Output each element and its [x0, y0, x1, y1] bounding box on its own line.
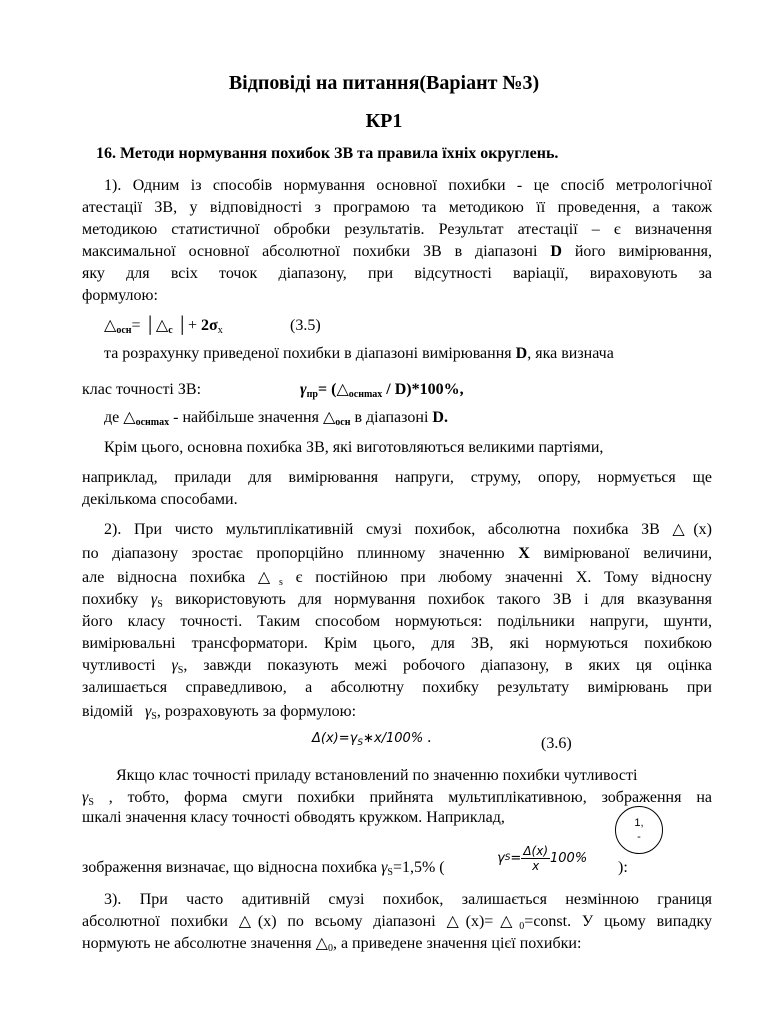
circle-top-text: 1, [634, 817, 644, 829]
s-subscript: s [278, 577, 283, 588]
p6-line-2-a: абсолютної похибки [82, 913, 228, 930]
s-subscript: S [151, 711, 157, 722]
p4-line-7-a: чутливості [82, 657, 156, 674]
p5-line-3: шкалі значення класу точності обводять кружком. Наприклад, [82, 809, 505, 826]
sigma-subscript: x [217, 325, 223, 336]
pr-subscript: пр [306, 389, 318, 400]
gamma-symbol: γ [150, 591, 158, 608]
s-subscript: S [88, 797, 94, 808]
p4-line-9 [82, 702, 712, 727]
delta-c-symbol: △ [155, 317, 169, 334]
max-subscript: max [150, 417, 170, 428]
p2-line-2 [82, 380, 712, 400]
formula-3-6-dot: . [423, 729, 432, 746]
gamma-formula [300, 380, 464, 405]
max-subscript: max [363, 389, 383, 400]
fraction [521, 844, 550, 873]
p6-line-2-b: △(x) по всьому діапазоні [238, 913, 436, 930]
delta-symbol: △ [315, 935, 328, 952]
p2-line-1-a: та розрахунку приведеної похибки в діапазоні вимірювання [104, 345, 512, 362]
p1-line-4 [82, 242, 712, 262]
p1-range-d: D [550, 243, 562, 260]
class-label: клас точності ЗВ: [82, 381, 202, 398]
osn-subscript: осн [348, 389, 364, 400]
zero-subscript: 0 [519, 921, 525, 932]
p1-line-5: яку для всіх точок діапазону, при відсутності варіації, вираховують за [82, 265, 712, 282]
osn-subscript: осн [135, 417, 151, 428]
p5-line-1: Якщо клас точності приладу встановлений по значенню похибки чутливості [116, 767, 638, 784]
question-heading: 16. Методи нормування похибок ЗВ та правила їхніх округлень. [96, 145, 559, 162]
mid-sign: │+ [172, 317, 201, 334]
osn-subscript: осн [335, 417, 351, 428]
fraction-denominator: x [532, 858, 540, 873]
formula-3-6-rest: ∗x/100% [363, 731, 424, 746]
formula-3-6-sub: S [357, 738, 364, 748]
page-subtitle: КР1 [365, 110, 403, 132]
p1-line-4-b: його вимірювання, [574, 243, 713, 260]
p4-line-2-a: по діапазону зростає пропорційно плинному значенню [82, 545, 505, 562]
p6-line-1: 3). При часто адитивній смузі похибок, залишається незмінною границя [104, 891, 712, 908]
delta-symbol: △ [336, 381, 349, 398]
zero-subscript: 0 [327, 943, 333, 954]
fraction-eq: = [510, 850, 522, 866]
p5-line-4-b: =1,5% ( [392, 859, 445, 876]
p4-line-3-b: є постійною при любому значенні X. Тому відносну [282, 569, 713, 586]
fraction-numerator: Δ(x) [523, 843, 549, 858]
delta-symbol: △ [104, 317, 117, 334]
p4-line-4-b: використовують для нормування похибок такого ЗВ і для вказування [175, 591, 712, 608]
delta-symbol: △ [322, 409, 336, 426]
c-subscript: c [168, 325, 173, 336]
p4-line-5: його класу точності. Таким способом нормуються: подільники напруги, шунти, [82, 613, 712, 630]
p2-line-3-in: в діапазоні [354, 409, 429, 426]
p4-x-var: X [518, 545, 530, 562]
p2-line-1-b: , яка визнача [527, 345, 614, 362]
de-word: де [104, 409, 120, 426]
p2-range-d: D [515, 345, 528, 362]
p2-line-3 [104, 408, 734, 433]
p6-line-3-a: нормують не абсолютне значення [82, 935, 312, 952]
p4-line-8: залишається справедливою, а абсолютну похибку результату вимірювань при [82, 679, 712, 696]
s-subscript: S [177, 665, 184, 676]
gamma-symbol: γ [82, 789, 89, 806]
accuracy-class-circle [615, 806, 663, 854]
p2-line-3-d: D. [432, 409, 448, 426]
p4-line-7-b: , завжди показують межі робочого діапазону, в яких ця оцінка [183, 657, 712, 674]
gamma-symbol: γ [171, 657, 178, 674]
p5-line-2-b: , тобто, форма смуги похибки прийнята мультиплікативною, зображення на [93, 789, 712, 806]
formula-3-6-expr: Δ(x)=γ [312, 731, 358, 746]
p4-line-9-b: , розраховують за формулою: [156, 703, 357, 720]
circle-bottom-text: - [637, 831, 641, 843]
fraction-gamma-sub: S [504, 853, 511, 863]
p4-line-2 [82, 544, 712, 564]
p4-delta-x: △(x) [672, 521, 713, 538]
formula-open: = ( [317, 381, 337, 398]
delta-symbol: △ [123, 409, 136, 426]
page-title: Відповіді на питання(Варіант №3) [228, 72, 540, 94]
gamma-symbol: γ [381, 859, 388, 876]
p2-line-1 [104, 344, 734, 364]
p6-line-3 [82, 934, 712, 959]
p1-line-2: атестації ЗВ, у відповідності з програмою та методикою її проведення, а також [82, 199, 712, 216]
p3-line-2: наприклад, прилади для вимірювання напруги, струму, опору, нормується ще [82, 469, 712, 486]
two-sigma: 2σ [201, 317, 218, 334]
gamma-symbol: γ [144, 703, 152, 720]
p6-line-2-f: =const. У цьому випадку [524, 913, 713, 930]
formula-3-5-number: (3.5) [290, 317, 321, 334]
fraction-percent: 100% [550, 850, 588, 866]
p4-line-3-a: але відносна похибка [82, 569, 246, 586]
osn-subscript: осн [116, 325, 132, 336]
delta-symbol: △ [257, 569, 279, 586]
p5-line-4-a: зображення визначає, що відносна похибка [82, 859, 378, 876]
p6-line-2-c: △(x)= [446, 913, 494, 930]
formula-3-5 [104, 316, 734, 341]
p4-line-1-a: 2). При чисто мультиплікативній смузі похибок, абсолютна похибка ЗВ [104, 521, 660, 538]
p4-line-2-b: вимірюваної величини, [543, 545, 713, 562]
s-subscript: S [157, 599, 163, 610]
delta-symbol: △ [493, 913, 520, 930]
p1-line-1: 1). Одним із способів нормування основної похибки - це спосіб метрологічної [104, 177, 712, 194]
formula-rest: / D)*100%, [382, 381, 464, 398]
gamma-fraction-formula [497, 836, 587, 880]
gamma-symbol: γ [300, 381, 307, 398]
p4-line-6: вимірювальні трансформатори. Крім цього, для ЗВ, які нормуються похибкою [82, 635, 712, 652]
p1-line-4-a: максимальної основної абсолютної похибки ЗВ в діапазоні [82, 243, 538, 260]
fraction-gamma: γ [497, 850, 505, 866]
p1-line-6: формулою: [82, 287, 158, 304]
p4-line-4-a: похибку [82, 591, 139, 608]
p3-line-3: декількома способами. [82, 491, 238, 508]
p6-line-3-b: , а приведене значення цієї похибки: [332, 935, 582, 952]
p4-line-1 [104, 520, 712, 540]
p2-line-3-mid: - найбільше значення [173, 409, 319, 426]
p4-line-9-a: відомій [82, 703, 133, 720]
eq-sign: = │ [131, 317, 156, 334]
p3-line-1: Крім цього, основна похибка ЗВ, які виготовляються великими партіями, [104, 439, 604, 456]
s-subscript: S [387, 867, 393, 878]
p5-line-4-close: ): [618, 859, 628, 876]
p1-line-3: методикою статистичної обробки результатів. Результат атестації – є визначення [82, 221, 712, 238]
formula-3-6-number: (3.6) [541, 735, 572, 752]
